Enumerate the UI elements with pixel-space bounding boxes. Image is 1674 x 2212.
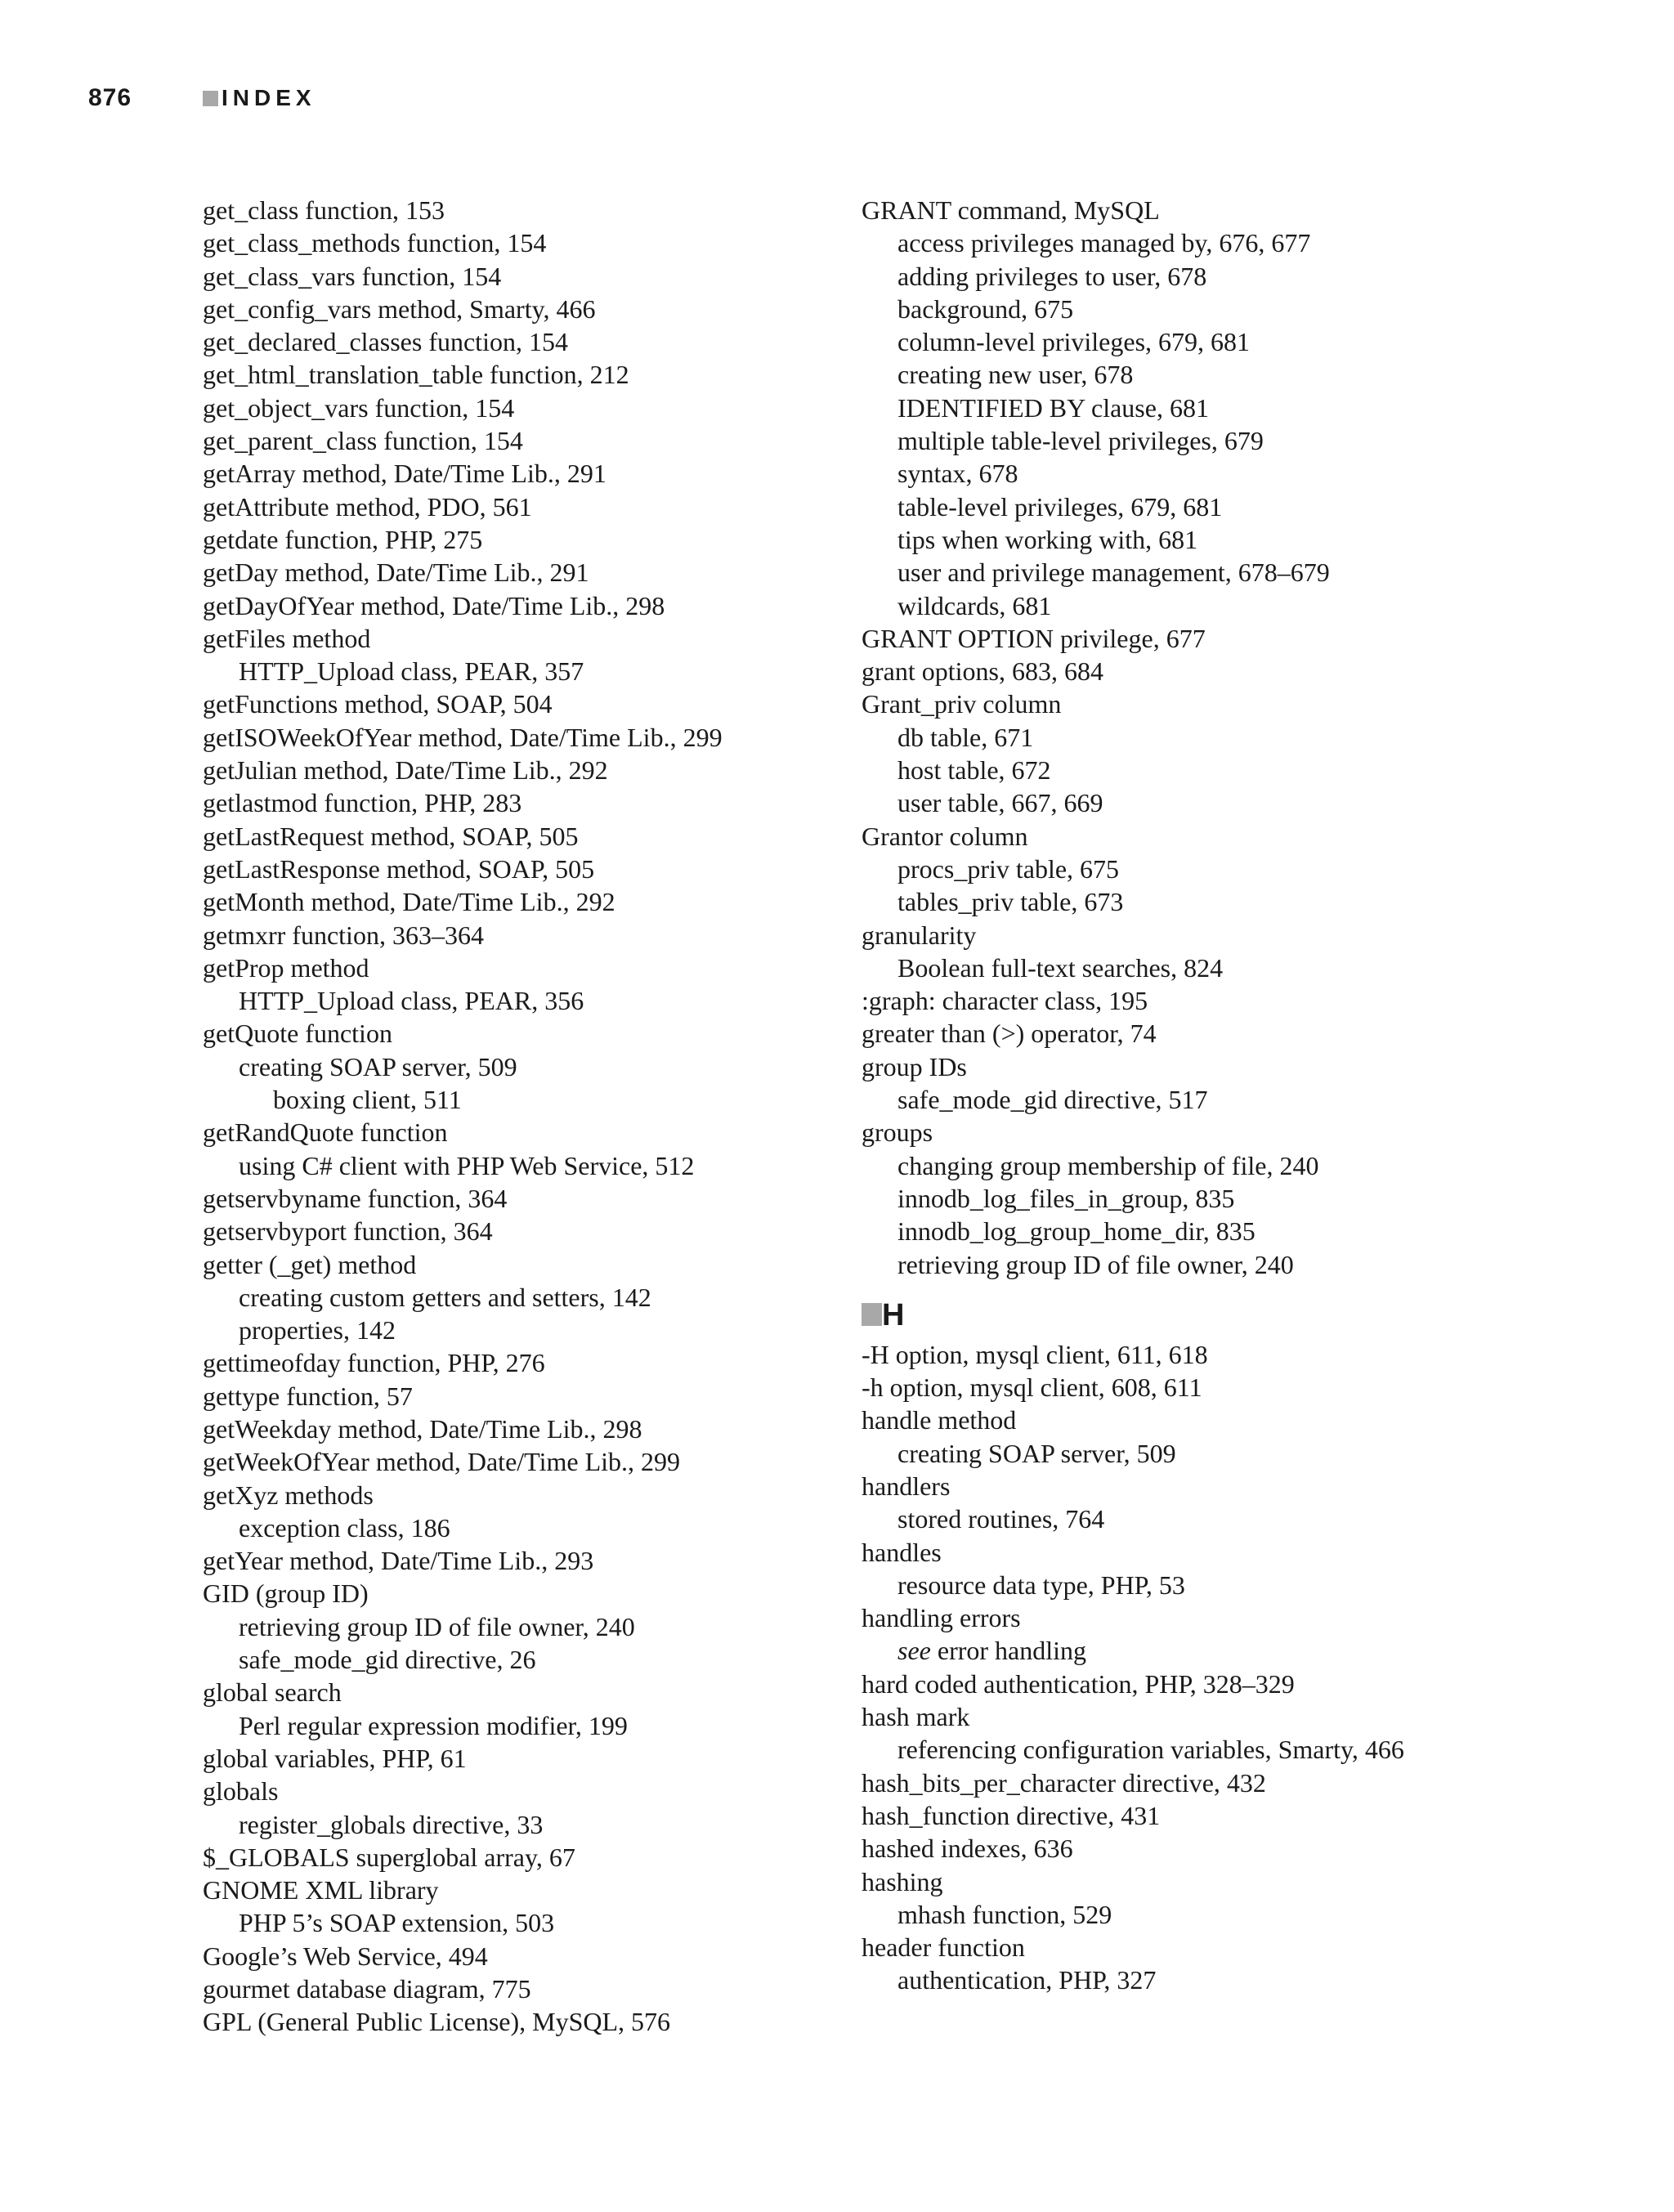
index-entry: hash mark [862, 1702, 970, 1732]
index-column-left [203, 194, 897, 2039]
section-letter: H [882, 1297, 905, 1332]
index-entry: hashed indexes, 636 [862, 1834, 1073, 1864]
index-entry: hash_bits_per_character directive, 432 [862, 1767, 1266, 1798]
index-subentry: stored routines, 764 [897, 1504, 1105, 1534]
section-letter-heading [862, 1292, 1597, 1338]
index-entry: getAttribute method, PDO, 561 [203, 491, 532, 522]
index-entry: get_class_vars function, 154 [203, 261, 502, 291]
index-entry: getter (_get) method [203, 1249, 417, 1279]
index-subentry: procs_priv table, 675 [897, 853, 1120, 884]
section-square-mark [862, 1303, 882, 1326]
index-subentry: host table, 672 [897, 755, 1051, 786]
index-entry: getYear method, Date/Time Lib., 293 [203, 1546, 594, 1576]
index-subentry: HTTP_Upload class, PEAR, 357 [239, 656, 584, 687]
index-entry: -H option, mysql client, 611, 618 [862, 1339, 1208, 1369]
index-subentry: using C# client with PHP Web Service, 512 [239, 1150, 695, 1180]
index-subentry: retrieving group ID of file owner, 240 [239, 1611, 635, 1641]
index-entry: Grantor column [862, 821, 1028, 851]
index-entry: groups [862, 1117, 933, 1148]
index-entry: handles [862, 1537, 942, 1567]
index-subentry: exception class, 186 [239, 1512, 450, 1543]
index-entry: hard coded authentication, PHP, 328–329 [862, 1668, 1295, 1699]
index-entry: hash_function directive, 431 [862, 1800, 1161, 1830]
index-subentry: properties, 142 [239, 1315, 396, 1346]
index-entry: $_GLOBALS superglobal array, 67 [203, 1842, 575, 1872]
index-entry: Grant_priv column [862, 689, 1062, 719]
index-entry: getlastmod function, PHP, 283 [203, 788, 522, 818]
index-entry: getISOWeekOfYear method, Date/Time Lib., 299 [203, 722, 723, 752]
index-entry: GRANT command, MySQL [862, 195, 1160, 225]
index-entry: getDay method, Date/Time Lib., 291 [203, 557, 589, 588]
index-entry: get_parent_class function, 154 [203, 426, 523, 456]
index-subentry: creating new user, 678 [897, 360, 1134, 390]
index-subentry: creating custom getters and setters, 142 [239, 1282, 651, 1312]
index-subentry: changing group membership of file, 240 [897, 1150, 1319, 1180]
header-square-mark [203, 91, 218, 106]
index-entry: get_class_methods function, 154 [203, 228, 547, 258]
index-column-right [862, 194, 1597, 1997]
index-subentry: column-level privileges, 679, 681 [897, 327, 1251, 357]
index-entry: getXyz methods [203, 1480, 374, 1510]
page-number: 876 [88, 84, 132, 111]
index-entry: GNOME XML library [203, 1875, 439, 1905]
index-subentry: syntax, 678 [897, 459, 1018, 489]
index-subentry: wildcards, 681 [897, 590, 1052, 620]
index-entry: get_declared_classes function, 154 [203, 327, 568, 357]
index-entry: -h option, mysql client, 608, 611 [862, 1372, 1202, 1403]
index-entry: getWeekOfYear method, Date/Time Lib., 299 [203, 1447, 680, 1477]
index-entry: getFiles method [203, 623, 371, 653]
index-subentry: db table, 671 [897, 722, 1034, 752]
index-subentry: Perl regular expression modifier, 199 [239, 1710, 628, 1740]
index-subentry: authentication, PHP, 327 [897, 1965, 1157, 1995]
index-subentry: access privileges managed by, 676, 677 [897, 228, 1311, 258]
index-entry: get_config_vars method, Smarty, 466 [203, 293, 596, 324]
index-entry: getWeekday method, Date/Time Lib., 298 [203, 1413, 642, 1444]
index-subentry: register_globals directive, 33 [239, 1809, 544, 1839]
index-entry: group IDs [862, 1051, 967, 1081]
index-subentry: resource data type, PHP, 53 [897, 1569, 1185, 1600]
index-entry: getservbyname function, 364 [203, 1183, 508, 1213]
index-entry: greater than (>) operator, 74 [862, 1019, 1157, 1049]
index-entry: getLastRequest method, SOAP, 505 [203, 821, 579, 851]
index-subentry [862, 1634, 1597, 1667]
index-subentry: user table, 667, 669 [897, 788, 1103, 818]
index-entry: getmxrr function, 363–364 [203, 920, 484, 950]
index-entry: getLastResponse method, SOAP, 505 [203, 853, 595, 884]
index-subentry: safe_mode_gid directive, 517 [897, 1085, 1208, 1115]
index-entry: get_class function, 153 [203, 195, 445, 225]
index-subentry: Boolean full-text searches, 824 [897, 952, 1224, 983]
index-subentry: creating SOAP server, 509 [239, 1051, 517, 1081]
index-subentry: safe_mode_gid directive, 26 [239, 1645, 536, 1675]
index-entry: getRandQuote function [203, 1117, 448, 1148]
index-subentry: innodb_log_files_in_group, 835 [897, 1183, 1235, 1213]
index-entry: getProp method [203, 952, 369, 983]
index-entry: gourmet database diagram, 775 [203, 1974, 531, 2004]
index-entry: global variables, PHP, 61 [203, 1743, 467, 1773]
index-entry: handling errors [862, 1603, 1021, 1633]
index-entry: getDayOfYear method, Date/Time Lib., 298 [203, 590, 665, 620]
index-entry: get_object_vars function, 154 [203, 392, 515, 423]
index-subentry: PHP 5’s SOAP extension, 503 [239, 1908, 555, 1938]
index-entry: handle method [862, 1405, 1017, 1435]
index-entry: getservbyport function, 364 [203, 1216, 493, 1247]
index-subentry: table-level privileges, 679, 681 [897, 491, 1223, 522]
index-subentry: referencing configuration variables, Smarty, 466 [897, 1735, 1404, 1765]
index-subentry: creating SOAP server, 509 [897, 1438, 1176, 1468]
index-entry: getdate function, PHP, 275 [203, 524, 483, 554]
index-subentry: adding privileges to user, 678 [897, 261, 1207, 291]
index-entry: GPL (General Public License), MySQL, 576 [203, 2007, 671, 2037]
index-entry: gettimeofday function, PHP, 276 [203, 1348, 545, 1378]
index-entry: :graph: character class, 195 [862, 986, 1148, 1016]
index-subentry: boxing client, 511 [273, 1085, 462, 1115]
index-entry: gettype function, 57 [203, 1381, 413, 1411]
index-subentry: innodb_log_group_home_dir, 835 [897, 1216, 1256, 1247]
index-entry: grant options, 683, 684 [862, 656, 1103, 687]
index-entry: header function [862, 1932, 1025, 1963]
index-entry: hashing [862, 1866, 943, 1896]
index-subentry: IDENTIFIED BY clause, 681 [897, 392, 1209, 423]
index-entry: getJulian method, Date/Time Lib., 292 [203, 755, 608, 786]
index-entry: getQuote function [203, 1019, 392, 1049]
index-subentry: background, 675 [897, 293, 1074, 324]
index-entry: globals [203, 1776, 279, 1807]
index-entry: GRANT OPTION privilege, 677 [862, 623, 1206, 653]
index-subentry: multiple table-level privileges, 679 [897, 426, 1264, 456]
index-subentry: user and privilege management, 678–679 [897, 557, 1330, 588]
index-subentry: retrieving group ID of file owner, 240 [897, 1249, 1294, 1279]
index-entry: getMonth method, Date/Time Lib., 292 [203, 887, 615, 917]
index-entry: getArray method, Date/Time Lib., 291 [203, 459, 606, 489]
running-head: INDEX [222, 85, 316, 110]
index-entry: handlers [862, 1471, 951, 1501]
index-subentry: mhash function, 529 [897, 1899, 1112, 1929]
index-entry: Google’s Web Service, 494 [203, 1941, 488, 1971]
index-entry: global search [203, 1677, 342, 1708]
index-subentry: tips when working with, 681 [897, 524, 1198, 554]
index-entry: granularity [862, 920, 977, 950]
index-entry: get_html_translation_table function, 212 [203, 360, 629, 390]
index-subentry: tables_priv table, 673 [897, 887, 1124, 917]
cross-reference-see: see [897, 1636, 931, 1666]
index-entry: getFunctions method, SOAP, 504 [203, 689, 553, 719]
index-subentry: HTTP_Upload class, PEAR, 356 [239, 986, 584, 1016]
cross-reference-target: error handling [930, 1636, 1087, 1666]
index-entry: GID (group ID) [203, 1578, 369, 1609]
